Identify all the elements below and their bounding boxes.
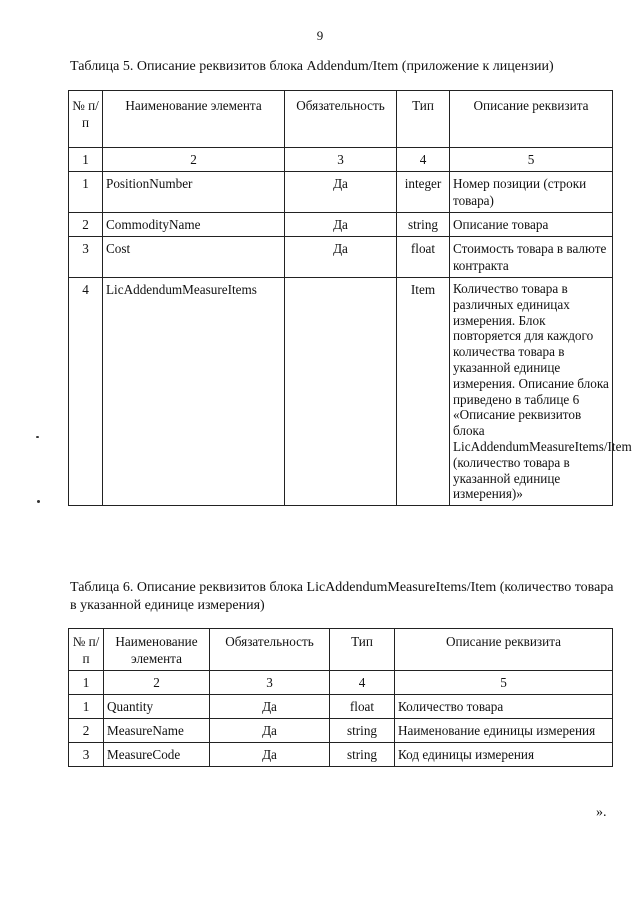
table-numbering-row [69, 671, 613, 695]
table-row [69, 695, 613, 719]
header-required: Обязательность [210, 629, 330, 671]
header-type: Тип [330, 629, 395, 671]
table6-caption: Таблица 6. Описание реквизитов блока LicAddendumMeasureItems/Item (количество товара в указанной единице измерения) [70, 580, 614, 613]
row-description: Стоимость товара в валюте контракта [450, 237, 613, 278]
row-name: CommodityName [103, 213, 285, 237]
table6 [68, 628, 613, 767]
numbering-cell: 1 [69, 671, 104, 695]
row-required: Да [210, 695, 330, 719]
table-row [69, 278, 613, 506]
row-type: integer [397, 172, 450, 213]
row-name: Quantity [104, 695, 210, 719]
row-name: MeasureName [104, 719, 210, 743]
table-header-row [69, 629, 613, 671]
numbering-cell: 1 [69, 148, 103, 172]
table-row [69, 213, 613, 237]
header-description: Описание реквизита [395, 629, 613, 671]
table-row [69, 743, 613, 767]
header-required: Обязательность [285, 91, 397, 148]
header-name: Наименование элемента [103, 91, 285, 148]
row-num: 2 [69, 719, 104, 743]
table-row [69, 719, 613, 743]
row-num: 1 [69, 172, 103, 213]
row-type: string [330, 743, 395, 767]
row-type: float [397, 237, 450, 278]
row-description: Номер позиции (строки товара) [450, 172, 613, 213]
header-type: Тип [397, 91, 450, 148]
numbering-cell: 3 [285, 148, 397, 172]
row-type: Item [397, 278, 450, 506]
scan-speck [37, 500, 40, 503]
table-header-row [69, 91, 613, 148]
row-type: string [397, 213, 450, 237]
header-name: Наименование элемента [104, 629, 210, 671]
header-description: Описание реквизита [450, 91, 613, 148]
row-type: float [330, 695, 395, 719]
row-required: Да [285, 237, 397, 278]
row-name: MeasureCode [104, 743, 210, 767]
numbering-cell: 4 [397, 148, 450, 172]
row-required [285, 278, 397, 506]
row-required: Да [210, 719, 330, 743]
numbering-cell: 3 [210, 671, 330, 695]
table-row [69, 237, 613, 278]
numbering-cell: 2 [103, 148, 285, 172]
row-num: 1 [69, 695, 104, 719]
row-num: 2 [69, 213, 103, 237]
row-name: LicAddendumMeasureItems [103, 278, 285, 506]
row-num: 3 [69, 237, 103, 278]
scan-speck [36, 436, 39, 438]
header-num: № п/п [69, 91, 103, 148]
numbering-cell: 5 [450, 148, 613, 172]
page-number: 9 [316, 28, 324, 43]
row-required: Да [285, 213, 397, 237]
row-required: Да [210, 743, 330, 767]
row-description: Наименование единицы измерения [395, 719, 613, 743]
row-name: Cost [103, 237, 285, 278]
row-type: string [330, 719, 395, 743]
row-description: Количество товара [395, 695, 613, 719]
table5-caption: Таблица 5. Описание реквизитов блока Addendum/Item (приложение к лицензии) [70, 59, 554, 74]
row-num: 4 [69, 278, 103, 506]
row-description: Описание товара [450, 213, 613, 237]
numbering-cell: 5 [395, 671, 613, 695]
row-description: Количество товара в различных единицах измерения. Блок повторяется для каждого количества товара в указанной единице измерения. Описание блока приведено в таблице 6 «Описание реквизитов блока LicAddendumMeasureItems/Item (количество товара в указанной единице измерения)» [450, 278, 613, 506]
row-num: 3 [69, 743, 104, 767]
row-required: Да [285, 172, 397, 213]
table5 [68, 90, 632, 506]
table-row [69, 172, 613, 213]
numbering-cell: 2 [104, 671, 210, 695]
header-num: № п/п [69, 629, 104, 671]
row-description: Код единицы измерения [395, 743, 613, 767]
closing-quote-mark: ». [596, 805, 607, 820]
table-numbering-row [69, 148, 613, 172]
numbering-cell: 4 [330, 671, 395, 695]
row-name: PositionNumber [103, 172, 285, 213]
